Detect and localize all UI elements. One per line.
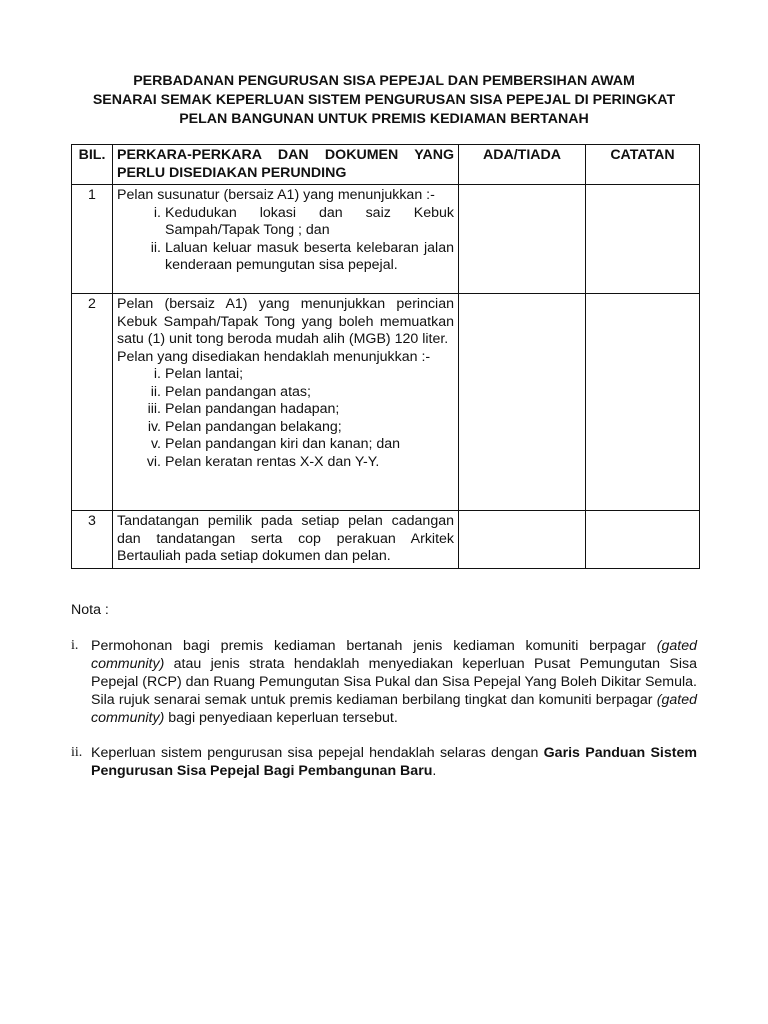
- note-text-part: bagi penyediaan keperluan tersebut.: [164, 710, 398, 726]
- note-numeral: i.: [71, 638, 79, 653]
- list-item: [117, 436, 454, 454]
- list-numeral: v.: [151, 436, 161, 452]
- header-bil: BIL.: [72, 145, 113, 185]
- header-catatan: CATATAN: [586, 145, 700, 185]
- row-item: [113, 511, 459, 569]
- list-item: [117, 240, 454, 275]
- table-header-row: [72, 145, 700, 185]
- catatan-cell[interactable]: [586, 185, 700, 294]
- list-numeral: vi.: [146, 453, 161, 470]
- note-italic: (gated community): [91, 692, 697, 726]
- header-ada-tiada: ADA/TIADA: [459, 145, 586, 185]
- title-line-2: SENARAI SEMAK KEPERLUAN SISTEM PENGURUSAN SISA PEPEJAL DI PERINGKAT: [92, 92, 676, 108]
- row-number: 1: [72, 185, 113, 294]
- sub-list: [117, 366, 454, 471]
- list-item: [117, 401, 454, 419]
- list-numeral: i.: [153, 204, 161, 221]
- list-numeral: iv.: [147, 418, 161, 435]
- table-row: [72, 294, 700, 511]
- list-text: Pelan pandangan kiri dan kanan; dan: [165, 436, 401, 452]
- nota-label: Nota :: [71, 602, 109, 618]
- title-line-1: PERBADANAN PENGURUSAN SISA PEPEJAL DAN PEMBERSIHAN AWAM: [133, 73, 635, 89]
- note-text-part: Keperluan sistem pengurusan sisa pepejal hendaklah selaras dengan: [91, 745, 544, 761]
- row-item: [113, 185, 459, 294]
- note-text-part: .: [432, 763, 437, 779]
- list-item: [117, 366, 454, 384]
- list-text: Kedudukan lokasi dan saiz Kebuk Sampah/Tapak Tong ; dan: [165, 204, 454, 238]
- list-numeral: i.: [153, 366, 161, 382]
- catatan-cell[interactable]: [586, 294, 700, 511]
- table-row: [72, 185, 700, 294]
- row-intro: Pelan susunatur (bersaiz A1) yang menunjukkan :-: [117, 187, 435, 203]
- note-item: [71, 744, 697, 780]
- header-item: PERKARA-PERKARA DAN DOKUMEN YANG PERLU DISEDIAKAN PERUNDING: [113, 145, 459, 185]
- list-item: [117, 454, 454, 472]
- note-bold-reference: Garis Panduan Sistem Pengurusan Sisa Pepejal Bagi Pembangunan Baru: [91, 745, 697, 779]
- checklist-table: [71, 144, 700, 569]
- row-intro: Pelan (bersaiz A1) yang menunjukkan perincian Kebuk Sampah/Tapak Tong yang boleh memuatkan satu (1) unit tong beroda mudah alih (MGB) 120 liter.: [117, 296, 454, 347]
- note-text: [91, 637, 697, 727]
- list-text: Pelan pandangan belakang;: [165, 418, 342, 435]
- note-numeral: ii.: [71, 745, 83, 760]
- row-item: [113, 294, 459, 511]
- document-title: [40, 72, 728, 129]
- row-number: 3: [72, 511, 113, 569]
- list-numeral: iii.: [147, 401, 161, 417]
- ada-tiada-cell[interactable]: [459, 511, 586, 569]
- note-italic: (gated community): [91, 638, 697, 672]
- note-item: [71, 637, 697, 727]
- list-item: [117, 384, 454, 402]
- list-text: Laluan keluar masuk beserta kelebaran jalan kenderaan pemungutan sisa pepejal.: [165, 239, 454, 273]
- list-numeral: ii.: [150, 239, 161, 256]
- row-number: 2: [72, 294, 113, 511]
- list-text: Pelan lantai;: [165, 366, 244, 382]
- sub-list: [117, 205, 454, 275]
- catatan-cell[interactable]: [586, 511, 700, 569]
- row-intro: Tandatangan pemilik pada setiap pelan cadangan dan tandatangan serta cop perakuan Arkitek Bertauliah pada setiap dokumen dan pelan.: [117, 513, 454, 564]
- note-text: [91, 744, 697, 780]
- list-text: Pelan pandangan hadapan;: [165, 401, 340, 417]
- note-text-part: Permohonan bagi premis kediaman bertanah jenis kediaman komuniti berpagar: [91, 638, 657, 654]
- ada-tiada-cell[interactable]: [459, 185, 586, 294]
- ada-tiada-cell[interactable]: [459, 294, 586, 511]
- table-row: [72, 511, 700, 569]
- list-text: Pelan keratan rentas X-X dan Y-Y.: [165, 453, 380, 470]
- note-text-part: atau jenis strata hendaklah menyediakan keperluan Pusat Pemungutan Sisa Pepejal (RCP) dan Ruang Pemungutan Sisa Pukal dan Sisa Pepejal Yang Boleh Dikitar Semula. Sila rujuk senarai semak untuk premis kediaman berbilang tingkat dan komuniti berpagar: [91, 656, 697, 708]
- list-item: [117, 205, 454, 240]
- list-text: Pelan pandangan atas;: [165, 383, 311, 400]
- list-numeral: ii.: [150, 383, 161, 400]
- title-line-3: PELAN BANGUNAN UNTUK PREMIS KEDIAMAN BERTANAH: [179, 111, 589, 127]
- row-intro-2: Pelan yang disediakan hendaklah menunjukkan :-: [117, 348, 431, 365]
- list-item: [117, 419, 454, 437]
